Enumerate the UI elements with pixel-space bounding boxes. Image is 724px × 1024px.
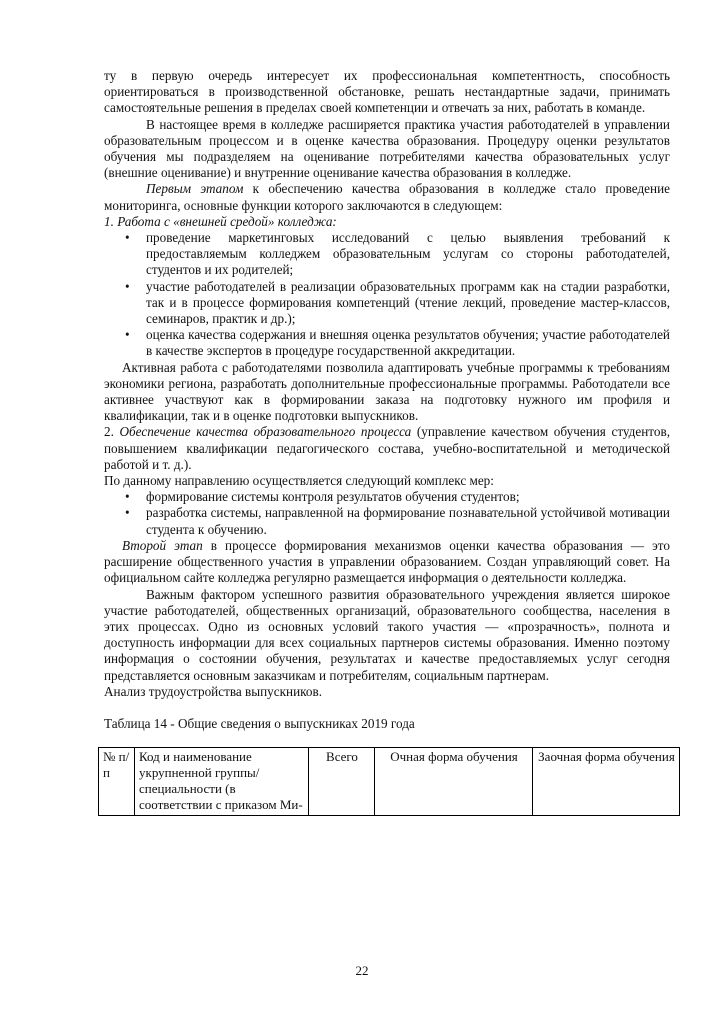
paragraph-4: Активная работа с работодателями позволила адаптировать учебные программы к требованиям экономики региона, разработать дополнительные профессиональные программы. Работодатели все активнее участвуют как в формировании заказа на подготовку нужного им профиля и квалификации, так и в оценке подготовки выпускников.	[104, 359, 670, 424]
paragraph-1: ту в первую очередь интересует их профессиональная компетентность, способность ориентироваться в производственной обстановке, решать нестандартные задачи, принимать самостоятельные решения в пределах своей компетенции и отвечать за них, работать в команде.	[104, 68, 670, 116]
paragraph-2: В настоящее время в колледже расширяется практика участия работодателей в управлении образовательным процессом и в оценке качества образования. Процедуру оценки результатов обучения мы подразделяем на оценивание потребителями качества образовательных услуг (внешние оценивание) и внутренние оценивание качества образования в колледже.	[104, 116, 670, 181]
paragraph-7: Важным фактором успешного развития образовательного учреждения является широкое участие работодателей, общественных организаций, образовательного сообщества, населения в этих процессах. Одно из основных условий такого участия — «прозрачность», полнота и доступность информации для всех социальных партнеров системы образования. Именно поэтому информация о состоянии обучения, результатах и качестве предоставляемых услуг сегодня представляется основным заказчикам и потребителям, социальным партнерам.	[104, 586, 670, 683]
first-stage-label: Первым этапом	[146, 181, 244, 197]
list-item: • формирование системы контроля результатов обучения студентов;	[104, 489, 670, 505]
section-2-title: Обеспечение качества образовательного процесса	[119, 424, 412, 440]
list-item: • оценка качества содержания и внешняя оценка результатов обучения; участие работодателей в качестве экспертов в процедуре государственной аккредитации.	[104, 327, 670, 359]
paragraph-8: Анализ трудоустройства выпускников.	[104, 683, 323, 699]
header-number: № п/п	[99, 748, 135, 816]
graduates-table	[98, 747, 680, 816]
table-header-row	[99, 748, 680, 816]
list-item: • разработка системы, направленной на формирование познавательной устойчивой мотивации студента к обучению.	[104, 505, 670, 537]
spacer	[104, 700, 670, 716]
paragraph-3-text: к обеспечению качества образования в колледже стало проведение мониторинга, основные функции которого заключаются в следующем:	[104, 181, 670, 213]
header-specialty: Код и наименование укрупненной группы/ специальности (в соответствии с приказом Ми-	[135, 748, 309, 816]
paragraph-3	[104, 181, 670, 213]
paragraph-6	[104, 538, 670, 587]
table-caption: Таблица 14 - Общие сведения о выпускниках 2019 года	[104, 715, 415, 731]
bullet-list-2	[104, 489, 670, 538]
header-part-time: Заочная форма обучения	[533, 748, 680, 816]
section-heading-1: 1. Работа с «внешней средой» колледжа:	[104, 213, 337, 229]
second-stage-label: Второй этап	[122, 537, 203, 553]
paragraph-6-text: в процессе формирования механизмов оценки качества образования — это расширение общественного участия в управлении образованием. Создан управляющий совет. На официальном сайте колледжа регулярно размещается информация о деятельности колледжа.	[104, 537, 670, 586]
section-2-number: 2.	[104, 424, 120, 440]
list-item: • участие работодателей в реализации образовательных программ как на стадии разработки, так и в процессе формирования компетенций (чтение лекций, проведение мастер-классов, семинаров, практик и др.);	[104, 279, 670, 328]
bullet-list-1	[104, 230, 670, 360]
header-total: Всего	[309, 748, 375, 816]
paragraph-5: По данному направлению осуществляется следующий комплекс мер:	[104, 473, 494, 489]
page-number: 22	[355, 963, 369, 978]
section-2-text: (управление качеством обучения студентов, повышением квалификации педагогического состава, учебно-воспитательной и методической работой и т. д.).	[104, 424, 671, 472]
page-content	[103, 68, 675, 816]
header-full-time: Очная форма обучения	[375, 748, 533, 816]
section-heading-2	[104, 424, 670, 473]
list-item: • проведение маркетинговых исследований с целью выявления требований к предоставляемым колледжем образовательным услугам со стороны работодателей, студентов и их родителей;	[104, 230, 670, 279]
